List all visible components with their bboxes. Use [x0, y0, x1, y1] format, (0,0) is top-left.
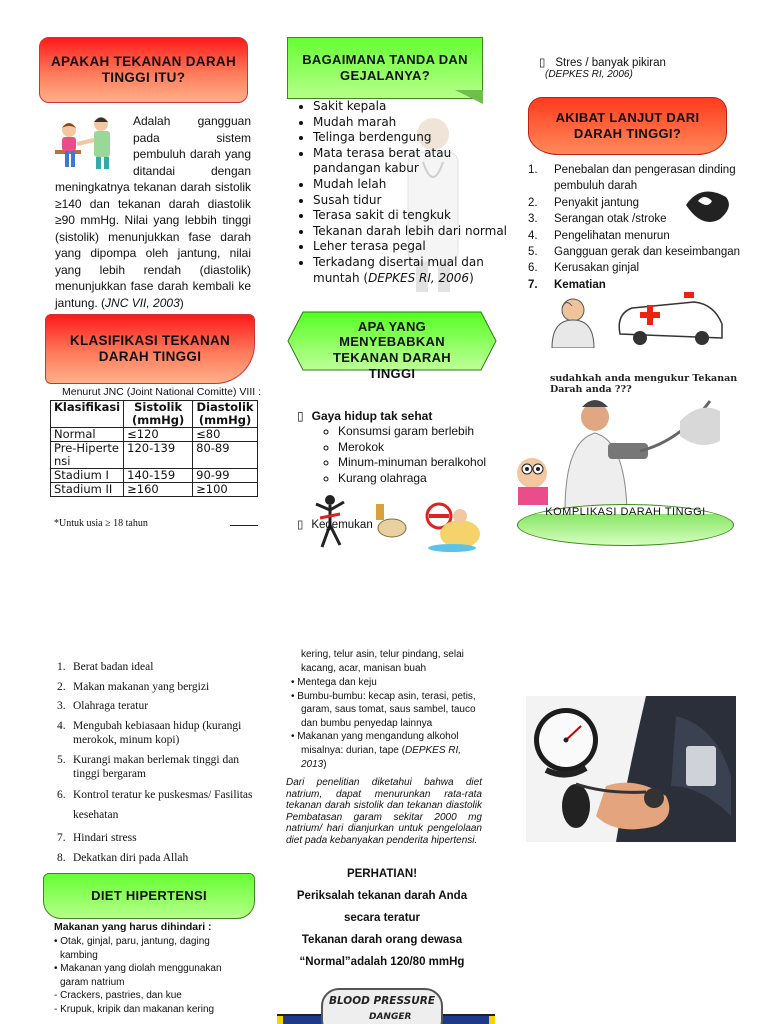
banner-title: AKIBAT LANJUT DARI DARAH TINGGI? — [555, 110, 700, 141]
blood-pressure-monitor-photo — [526, 696, 736, 842]
table-cell: Pre-Hipertensi — [51, 442, 124, 469]
list-item — [57, 753, 257, 781]
banner-title: DIET HIPERTENSI — [91, 888, 207, 904]
list-item: ◦ Konsumsi garam berlebih — [338, 424, 486, 440]
table-cell: Stadium I — [51, 469, 124, 483]
attention-line: secara teratur — [343, 912, 421, 924]
attention-line: Tekanan darah orang dewasa — [301, 934, 463, 946]
item-text: Kematian — [554, 278, 606, 291]
item-citation: DEPKES RI, 2013 — [301, 744, 462, 770]
item-number: 7. — [57, 832, 66, 845]
list-item: • Leher terasa pegal — [313, 239, 513, 255]
banner-causes — [300, 318, 484, 382]
table-header: Sistolik (mmHg) — [124, 401, 193, 428]
list-item — [57, 660, 257, 674]
list-item — [57, 699, 257, 713]
list-item: ◦ Merokok — [338, 440, 486, 456]
food-continued: kering, telur asin, telur pindang, selai kacang, acar, manisan buah — [301, 649, 464, 674]
list-item: • Mentega dan keju — [291, 677, 377, 688]
table-cell: 80-89 — [193, 442, 258, 469]
item-number: 6. — [57, 789, 66, 802]
item-text: Penebalan dan pengerasan dinding pembuluh darah — [554, 164, 736, 193]
list-item: • Terasa sakit di tengkuk — [313, 208, 513, 224]
item-number: 3. — [57, 700, 66, 713]
heart-illustration — [676, 183, 734, 227]
list-item — [57, 831, 257, 845]
item-number: 4. — [57, 720, 66, 733]
item-number: 3. — [528, 213, 538, 226]
list-item — [528, 260, 742, 276]
blood-pressure-comic — [510, 373, 738, 511]
sign-top-text: BLOOD PRESSURE — [328, 995, 436, 1007]
list-item — [57, 680, 257, 694]
hypertension-definition — [55, 113, 251, 311]
list-item: • Makanan yang diolah menggunakan garam natrium — [54, 963, 222, 988]
item-text: Mentega dan keju — [297, 677, 377, 688]
list-item: • Mudah lelah — [313, 177, 513, 193]
list-item: - Crackers, pastries, dan kue — [54, 990, 182, 1002]
item-text: Mengubah kebiasaan hidup (kurangi merokok, minum kopi) — [73, 720, 242, 747]
list-item: • Makanan yang mengandung alkohol misalnya: durian, tape (DEPKES RI, 2013) — [291, 731, 462, 770]
bullet-box-icon: ▯ — [297, 409, 304, 423]
banner-title: KLASIFIKASI TEKANAN DARAH TINGGI — [69, 332, 231, 364]
item-tail: ) — [323, 758, 327, 770]
definition-citation: JNC VII, 2003 — [105, 295, 180, 310]
list-item: • Otak, ginjal, paru, jantung, daging kambing — [54, 936, 210, 961]
table-row — [51, 483, 258, 497]
item-number: 1. — [528, 164, 538, 176]
banner-title: BAGAIMANA TANDA DAN GEJALANYA? — [302, 52, 468, 83]
attention-block — [282, 868, 482, 978]
definition-tail: ) — [179, 295, 184, 310]
stress-text: Stres / banyak pikiran — [555, 57, 666, 69]
research-note: Dari penelitian diketahui bahwa diet natrium, dapat menurunkan rata-rata tekanan darah sistolik dan tekanan diastolik Pembatasan garam sekitar 2000 mg natrium/ hari dianjurkan untuk pengelolaan diet pada kebanyakan penderita hipertensi. — [286, 777, 482, 846]
cause-heading-row — [297, 409, 432, 423]
list-item — [57, 719, 257, 747]
classification-table — [50, 400, 258, 497]
list-item: • Susah tidur — [313, 193, 513, 209]
item-number: 7. — [528, 278, 538, 291]
list-item: • Mudah marah — [313, 115, 513, 131]
item-text: Gangguan gerak dan keseimbangan — [554, 246, 741, 259]
comic-caption: sudahkah anda mengukur Tekanan Darah anda ??? — [550, 373, 738, 395]
item-number: 5. — [528, 246, 538, 259]
list-item: • Tekanan darah lebih dari normal — [313, 224, 513, 240]
item-number: 4. — [528, 229, 538, 242]
list-item — [313, 255, 513, 286]
table-header: Klasifikasi — [51, 401, 124, 428]
table-cell: ≥160 — [124, 483, 193, 497]
list-item: • Bumbu-bumbu: kecap asin, terasi, petis, garam, saus tomat, saus sambel, tauco dan bumbu penyedap lainnya — [291, 690, 476, 729]
sign-bottom-text: DANGER — [369, 1012, 412, 1022]
item-text: Dekatkan diri pada Allah — [73, 851, 189, 864]
food-bullets — [289, 676, 476, 771]
item-number: 8. — [57, 851, 66, 864]
banner-what-is-hypertension — [39, 37, 248, 103]
symptom-citation: DEPKES RI, 2006 — [368, 270, 470, 285]
item-text: Makan makanan yang bergizi — [73, 680, 210, 693]
table-header: Diastolik (mmHg) — [193, 401, 258, 428]
sick-man-illustration — [538, 296, 608, 348]
banner-symptoms — [287, 37, 483, 99]
item-text: Kurangi makan berlemak tinggi dan tinggi bergaram — [73, 753, 240, 780]
banner-title: APAKAH TEKANAN DARAH TINGGI ITU? — [51, 53, 236, 85]
table-row — [51, 442, 258, 469]
table-cell: ≤120 — [124, 428, 193, 442]
list-item: - Krupuk, kripik dan makanan kering — [54, 1003, 215, 1015]
table-cell: Normal — [51, 428, 124, 442]
table-cell: ≤80 — [193, 428, 258, 442]
table-row — [51, 469, 258, 483]
cause-heading: Gaya hidup tak sehat — [311, 409, 433, 423]
item-text: Hindari stress — [73, 832, 137, 845]
list-item: • Sakit kepala — [313, 99, 513, 115]
cause-extra: Kegemukan — [311, 519, 373, 531]
item-text: Makanan yang mengandung alkohol misalnya: durian, tape ( — [297, 731, 459, 756]
item-number: 2. — [528, 196, 538, 209]
list-item: • Telinga berdengung — [313, 130, 513, 146]
stress-citation: (DEPKES RI, 2006) — [545, 69, 633, 80]
item-text: Penyakit jantung — [554, 196, 640, 209]
attention-line: “Normal”adalah 120/80 mmHg — [299, 956, 465, 968]
symptom-text: Terkadang disertai mual dan muntah ( — [313, 254, 484, 285]
attention-title: PERHATIAN! — [346, 868, 418, 880]
cause-extra-row — [297, 517, 373, 531]
table-cell: 90-99 — [193, 469, 258, 483]
list-item — [57, 786, 257, 825]
list-item: ◦ Kurang olahraga — [338, 471, 486, 487]
table-cell: 140-159 — [124, 469, 193, 483]
avoid-heading: Makanan yang harus dihindari : — [54, 921, 212, 933]
banner-diet — [43, 873, 255, 919]
list-item: • Mata terasa berat atau pandangan kabur — [313, 146, 513, 177]
banner-classification — [45, 314, 255, 384]
attention-line: Periksalah tekanan darah Anda — [296, 890, 468, 902]
banner-title: APA YANG MENYEBABKAN TEKANAN DARAH TINGGI — [332, 318, 451, 381]
list-item — [528, 244, 742, 260]
item-text: Serangan otak /stroke — [554, 213, 667, 226]
item-text: Pengelihatan menurun — [554, 229, 670, 242]
item-text: Kontrol teratur ke puskesmas/ Fasilitas kesehatan — [73, 789, 253, 821]
table-row — [51, 428, 258, 442]
table-bottom-rule — [230, 525, 258, 526]
table-caption: Menurut JNC (Joint National Comitte) VIII : — [62, 386, 261, 398]
item-text: Berat badan ideal — [73, 661, 154, 673]
prevention-list — [57, 660, 257, 871]
table-cell: ≥100 — [193, 483, 258, 497]
list-item — [57, 851, 257, 865]
definition-text: Adalah gangguan pada sistem pembuluh darah yang ditandai dengan meningkatnya tekanan darah sistolik ≥140 dan tekanan darah diastolik ≥90 mmHg. Nilai yang lebbih tinggi (sistolik) menunjukkan fase darah yang dipompa oleh jantung, nilai yang lebih rendah (diastolik) menunjukkan fase darah kembali ke jantung. ( — [55, 114, 251, 310]
table-cell: 120-139 — [124, 442, 193, 469]
ambulance-illustration — [614, 290, 726, 350]
table-note: *Untuk usia ≥ 18 tahun — [54, 518, 148, 529]
float-spacer — [55, 113, 133, 169]
blood-pressure-sign — [277, 986, 495, 1024]
complication-label: KOMPLIKASI DARAH TINGGI — [545, 506, 706, 518]
bullet-box-icon: ▯ — [539, 57, 546, 69]
item-number: 2. — [57, 680, 66, 693]
table-cell: Stadium II — [51, 483, 124, 497]
item-text: Bumbu-bumbu: kecap asin, terasi, petis, garam, saus tomat, saus sambel, tauco dan bumbu penyedap lainnya — [297, 690, 476, 729]
classification-table-wrap — [50, 400, 258, 526]
bullet-box-icon: ▯ — [297, 519, 304, 531]
item-number: 5. — [57, 753, 66, 766]
cause-list — [320, 424, 486, 486]
symptom-list — [293, 99, 513, 286]
avoid-list — [54, 935, 229, 1017]
list-item — [528, 228, 742, 244]
consequence-list — [528, 162, 742, 293]
list-item: ◦ Minum-minuman beralkohol — [338, 455, 486, 471]
stress-row — [539, 55, 666, 69]
symptom-tail: ) — [469, 270, 474, 285]
item-text: Olahraga teratur — [73, 700, 149, 713]
item-text: Kerusakan ginjal — [554, 262, 640, 275]
item-number: 1. — [57, 661, 66, 673]
item-number: 6. — [528, 262, 538, 275]
banner-consequences — [528, 97, 727, 155]
